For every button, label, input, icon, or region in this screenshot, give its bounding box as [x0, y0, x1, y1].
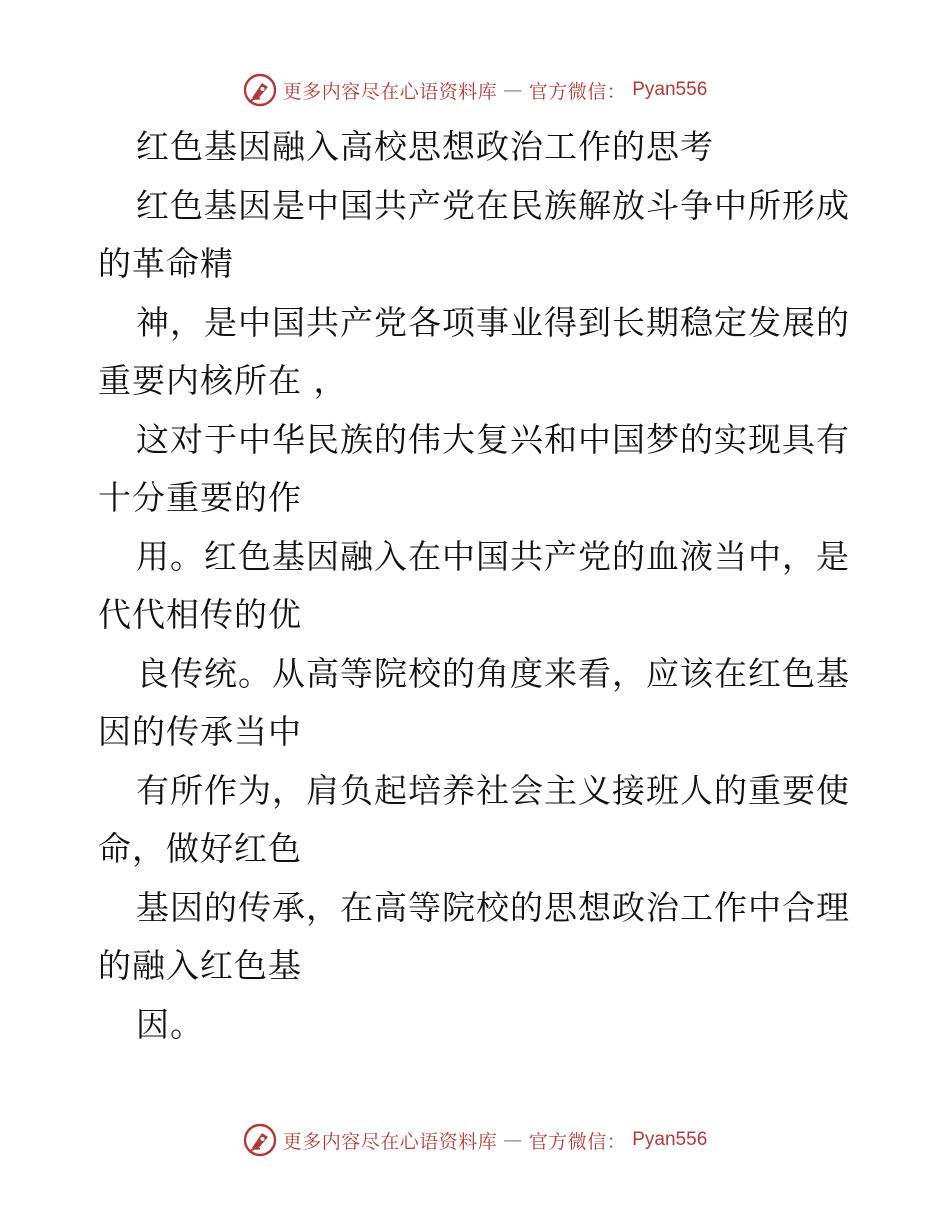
pen-nib-logo-icon — [243, 1123, 277, 1157]
banner-site-text: 更多内容尽在心语资料库 — [282, 1130, 498, 1153]
banner-site-text: 更多内容尽在心语资料库 — [282, 80, 498, 103]
paragraph-line: 因的传承当中 — [98, 712, 302, 751]
banner-wechat-handle: Pyan556 — [632, 79, 708, 100]
paragraph-line: 这对于中华民族的伟大复兴和中国梦的实现具有 — [136, 419, 850, 459]
document-body — [98, 118, 858, 1054]
banner-wechat-label: 官方微信： — [528, 1130, 627, 1153]
banner-wechat-label: 官方微信： — [528, 80, 627, 103]
paragraph-line: 因。 — [136, 1004, 204, 1044]
paragraph-line: 代代相传的优 — [98, 595, 302, 634]
paragraph-line: 的革命精 — [98, 244, 234, 283]
paragraph-line: 命，做好红色 — [98, 829, 302, 868]
document-title: 红色基因融入高校思想政治工作的思考 — [136, 127, 714, 166]
paragraph-line: 重要内核所在 ， — [98, 361, 348, 400]
banner-separator: — — [503, 79, 523, 101]
paragraph-line: 神，是中国共产党各项事业得到长期稳定发展的 — [136, 302, 850, 342]
paragraph-line: 基因的传承，在高等院校的思想政治工作中合理 — [136, 887, 850, 927]
banner-wechat-handle: Pyan556 — [632, 1129, 708, 1150]
footer-banner — [0, 1120, 950, 1160]
paragraph-line: 十分重要的作 — [98, 478, 302, 517]
header-banner — [0, 70, 950, 110]
paragraph-line: 有所作为，肩负起培养社会主义接班人的重要使 — [136, 770, 850, 810]
banner-separator: — — [503, 1129, 523, 1151]
pen-nib-logo-icon — [243, 73, 277, 107]
paragraph-line: 红色基因是中国共产党在民族解放斗争中所形成 — [136, 185, 850, 225]
paragraph-line: 的融入红色基 — [98, 946, 302, 985]
paragraph-line: 良传统。从高等院校的角度来看，应该在红色基 — [136, 653, 850, 693]
paragraph-line: 用。红色基因融入在中国共产党的血液当中，是 — [136, 536, 850, 576]
